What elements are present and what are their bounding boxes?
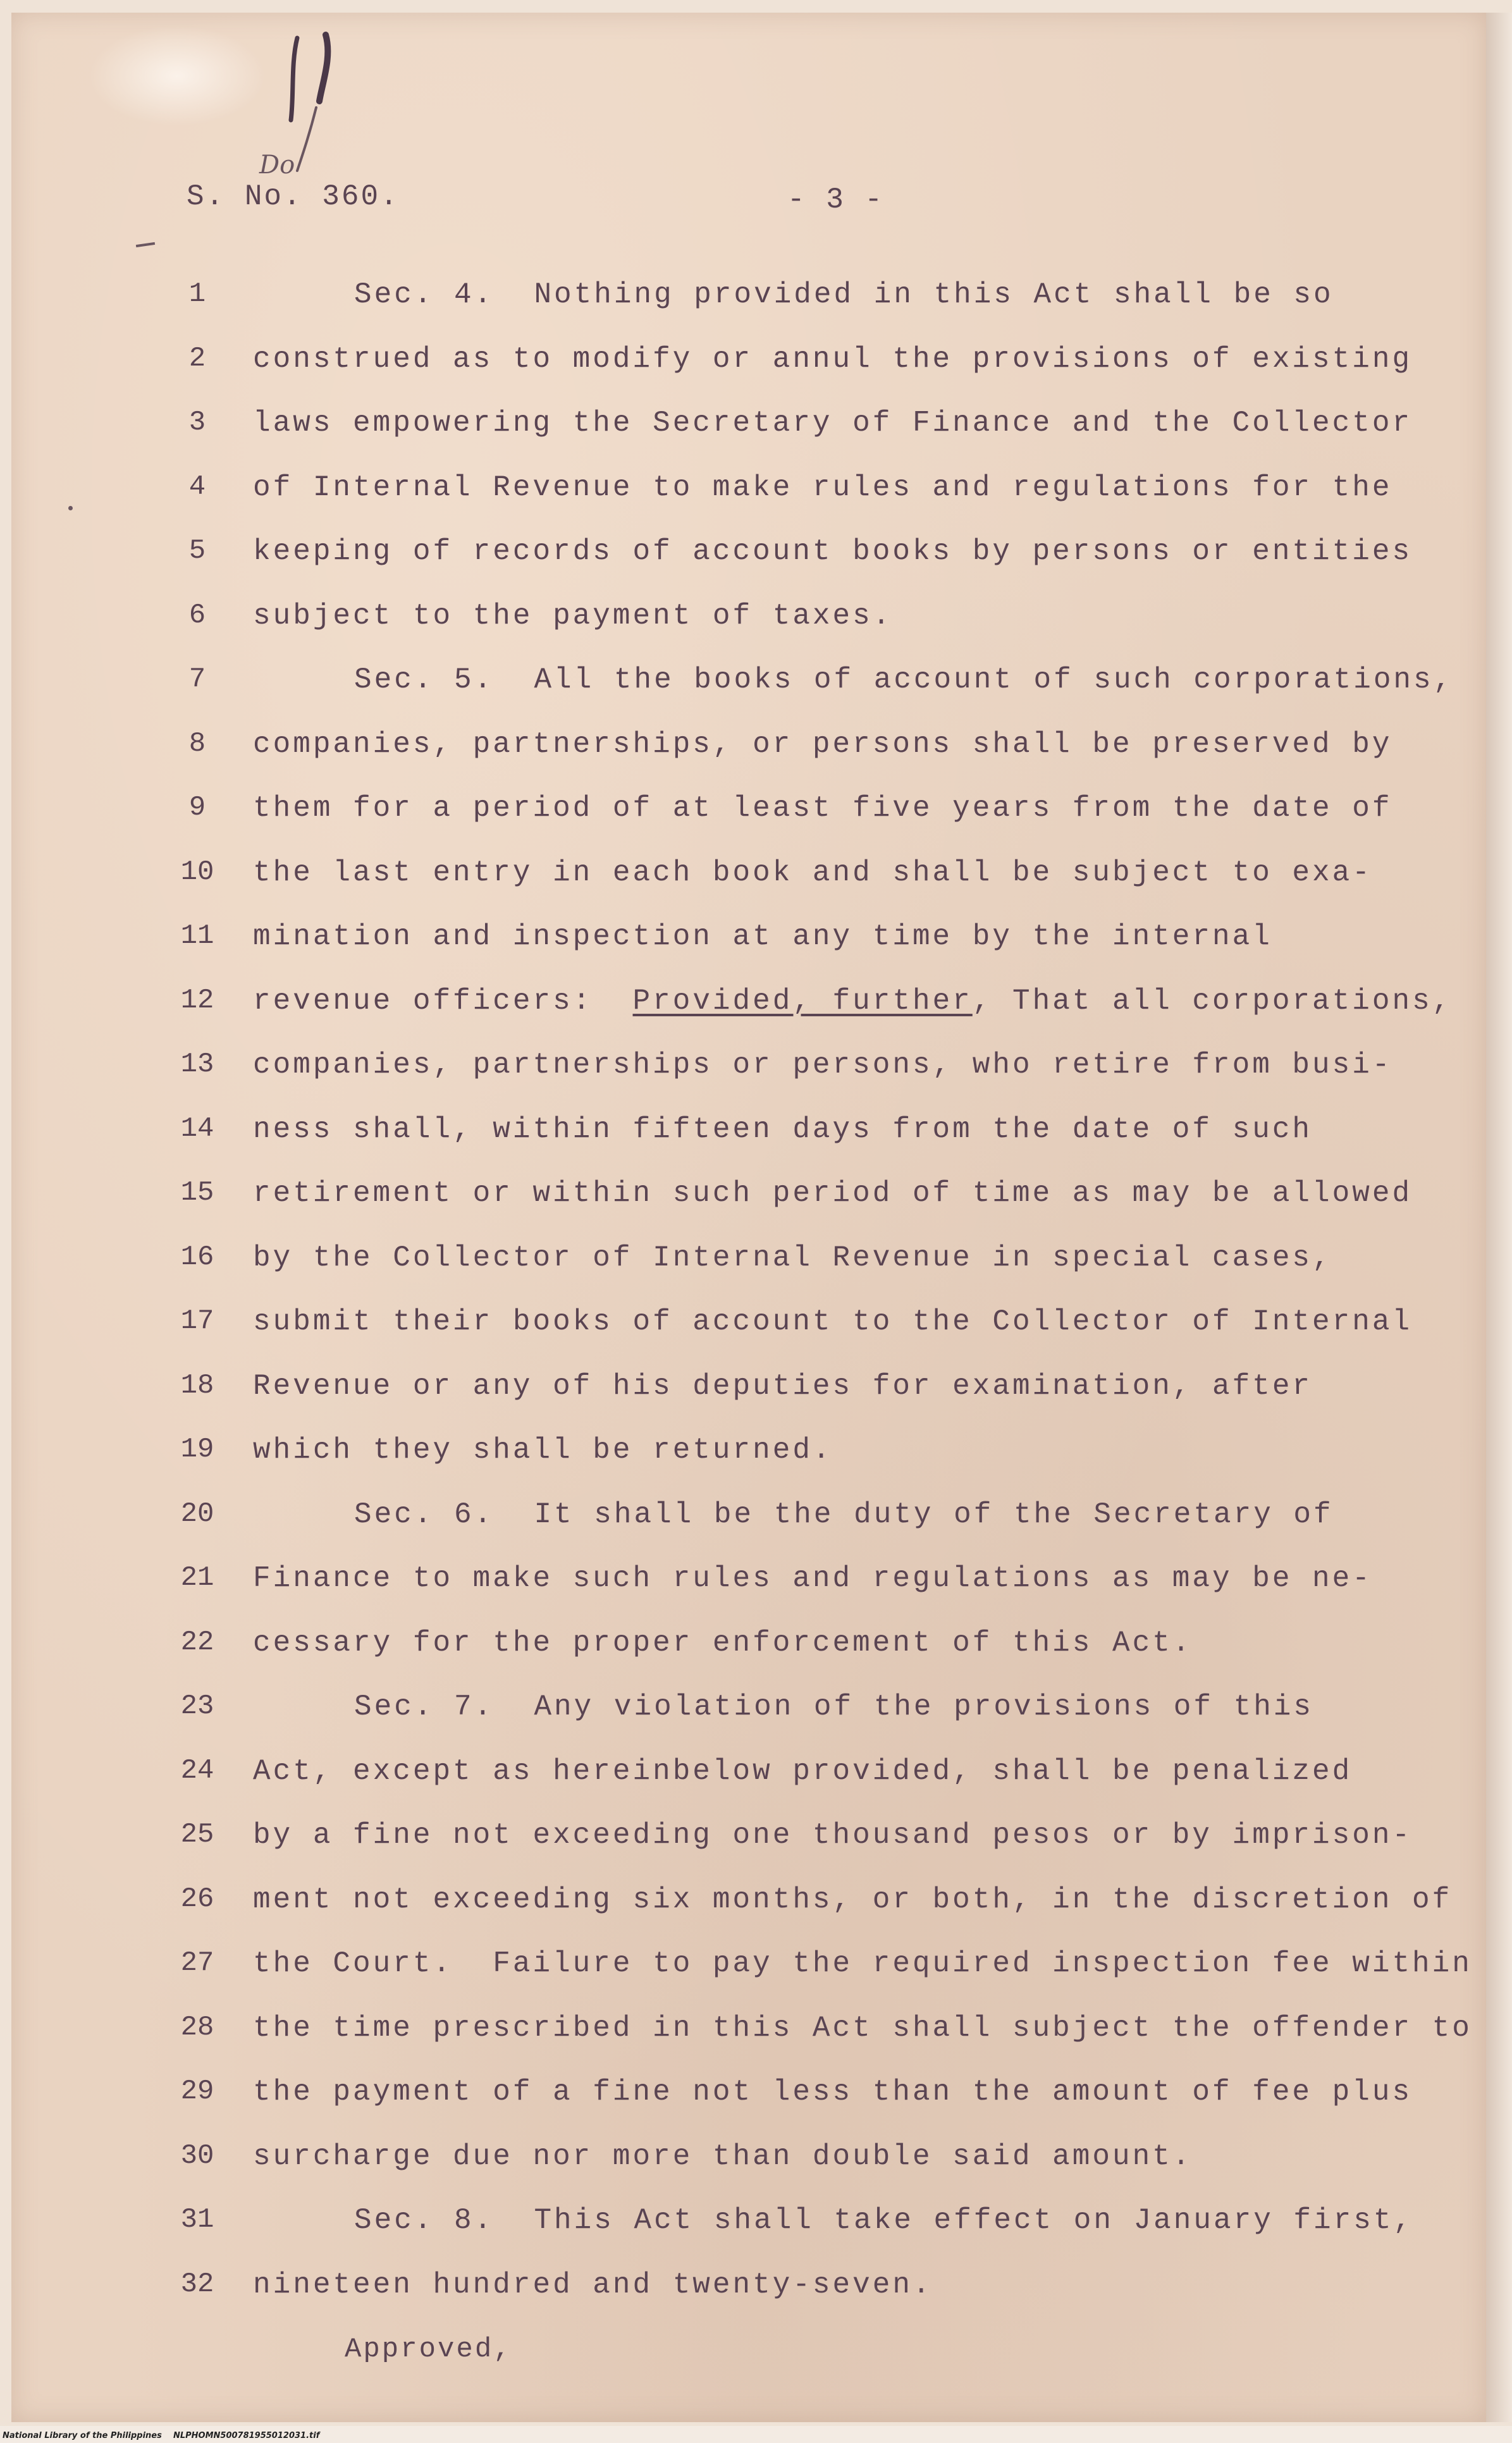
line-number: 17 [180, 1305, 214, 1337]
text-line [0, 2268, 1454, 2332]
line-number: 32 [180, 2268, 214, 2300]
line-text: subject to the payment of taxes. [253, 599, 893, 632]
line-number: 21 [180, 1562, 214, 1594]
page-number: - 3 - [787, 183, 885, 216]
line-text: Sec. 8. This Act shall take effect on January first, [354, 2204, 1414, 2237]
line-text: construed as to modify or annul the provisions of existing [253, 342, 1413, 376]
line-text: Sec. 5. All the books of account of such corporations, [354, 663, 1454, 696]
line-number: 6 [188, 599, 206, 631]
line-number: 19 [180, 1434, 214, 1465]
line-number: 11 [180, 920, 214, 952]
line-number: 9 [188, 792, 206, 823]
line-number: 24 [180, 1754, 214, 1787]
text-line [0, 663, 1454, 727]
line-text: by the Collector of Internal Revenue in special cases, [253, 1241, 1332, 1274]
line-number: 4 [188, 471, 206, 503]
text-line [0, 1113, 1454, 1176]
line-text-segment: , That all corporations, [972, 984, 1453, 1018]
underlined-proviso: Provided, further [632, 984, 973, 1018]
line-text: Sec. 6. It shall be the duty of the Secretary of [354, 1498, 1334, 1531]
line-text: the time prescribed in this Act shall subject the offender to [253, 2011, 1472, 2045]
line-number: 20 [180, 1498, 214, 1530]
line-number: 15 [180, 1177, 214, 1209]
line-text: submit their books of account to the Collector of Internal [253, 1305, 1413, 1338]
text-line [0, 985, 1454, 1048]
line-number: 7 [188, 663, 206, 695]
text-line [0, 1883, 1454, 1947]
line-text: the Court. Failure to pay the required inspection fee within [253, 1947, 1472, 1980]
approved-label: Approved, [345, 2334, 512, 2365]
line-number: 28 [180, 2011, 214, 2043]
text-line [0, 1627, 1454, 1690]
line-text: the payment of a fine not less than the amount of fee plus [253, 2076, 1413, 2108]
line-text: the last entry in each book and shall be subject to exa- [253, 856, 1372, 889]
text-line [0, 1819, 1454, 1882]
text-line [0, 1755, 1454, 1818]
text-line [0, 2076, 1454, 2139]
text-line [0, 1241, 1454, 1305]
line-number: 31 [180, 2204, 214, 2236]
line-number: 23 [180, 1690, 214, 1722]
text-line [0, 2140, 1454, 2203]
line-number: 12 [180, 984, 214, 1016]
text-line [0, 1562, 1454, 1625]
line-text: Finance to make such rules and regulations as may be ne- [253, 1562, 1372, 1595]
line-text: surcharge due nor more than double said amount. [253, 2139, 1193, 2173]
line-text: cessary for the proper enforcement of this Act. [253, 1626, 1193, 1659]
text-line [0, 920, 1454, 983]
text-line [0, 792, 1454, 855]
source-caption: National Library of the Philippines NLPHOMN500781955012031.tif [3, 2431, 320, 2440]
line-text: Sec. 7. Any violation of the provisions of this [354, 1690, 1314, 1723]
line-number: 29 [180, 2076, 214, 2107]
text-line [0, 278, 1454, 342]
line-number: 14 [180, 1112, 214, 1145]
line-number: 27 [180, 1947, 214, 1979]
bill-number: S. No. 360. [187, 180, 400, 213]
line-number: 5 [188, 535, 206, 567]
line-text: which they shall be returned. [253, 1434, 833, 1467]
line-text: ness shall, within fifteen days from the date of such [253, 1112, 1313, 1146]
line-text: by a fine not exceeding one thousand pesos or by imprison- [253, 1819, 1413, 1852]
text-line [0, 856, 1454, 920]
text-line [0, 2011, 1472, 2075]
text-line [0, 1690, 1454, 1754]
line-text: ment not exceeding six months, or both, in the discretion of [253, 1883, 1453, 1916]
line-text: nineteen hundred and twenty-seven. [253, 2268, 933, 2301]
text-line [0, 1370, 1454, 1433]
line-text: them for a period of at least five years from the date of [253, 792, 1392, 825]
line-text: Act, except as hereinbelow provided, shall be penalized [253, 1754, 1353, 1788]
text-line [0, 2204, 1454, 2267]
text-line [0, 1947, 1472, 2010]
text-line [0, 728, 1454, 791]
line-text: companies, partnerships or persons, who retire from busi- [253, 1049, 1392, 1081]
line-text: keeping of records of account books by persons or entities [253, 535, 1413, 568]
text-line [0, 600, 1454, 663]
line-number: 22 [180, 1626, 214, 1658]
text-line [0, 1498, 1454, 1561]
handwritten-note: Do [259, 151, 295, 180]
line-number: 1 [188, 278, 206, 310]
line-text: companies, partnerships, or persons shall be preserved by [253, 727, 1392, 761]
line-number: 16 [180, 1241, 214, 1273]
line-text: mination and inspection at any time by the internal [253, 920, 1272, 953]
line-number: 10 [180, 856, 214, 888]
line-number: 30 [180, 2139, 214, 2172]
line-text: laws empowering the Secretary of Finance and the Collector [253, 407, 1413, 440]
text-line [0, 343, 1454, 406]
text-line [0, 1434, 1454, 1497]
text-line [0, 1305, 1454, 1369]
line-number: 25 [180, 1819, 214, 1850]
line-text: Sec. 4. Nothing provided in this Act shall be so [354, 278, 1334, 311]
line-text: retirement or within such period of time as may be allowed [253, 1177, 1413, 1210]
line-text: of Internal Revenue to make rules and regulations for the [253, 471, 1392, 504]
line-number: 3 [188, 407, 206, 438]
line-number: 18 [180, 1369, 214, 1401]
line-number: 13 [180, 1049, 214, 1080]
line-number: 26 [180, 1883, 214, 1915]
line-text-segment: revenue officers: [253, 984, 633, 1018]
line-text: Revenue or any of his deputies for examination, after [253, 1369, 1313, 1403]
text-line [0, 1177, 1454, 1240]
line-text [253, 985, 1452, 1018]
text-line [0, 535, 1454, 598]
text-line [0, 407, 1454, 470]
line-number: 2 [188, 342, 206, 374]
text-line [0, 1049, 1454, 1112]
text-line [0, 471, 1454, 534]
line-number: 8 [188, 727, 206, 760]
